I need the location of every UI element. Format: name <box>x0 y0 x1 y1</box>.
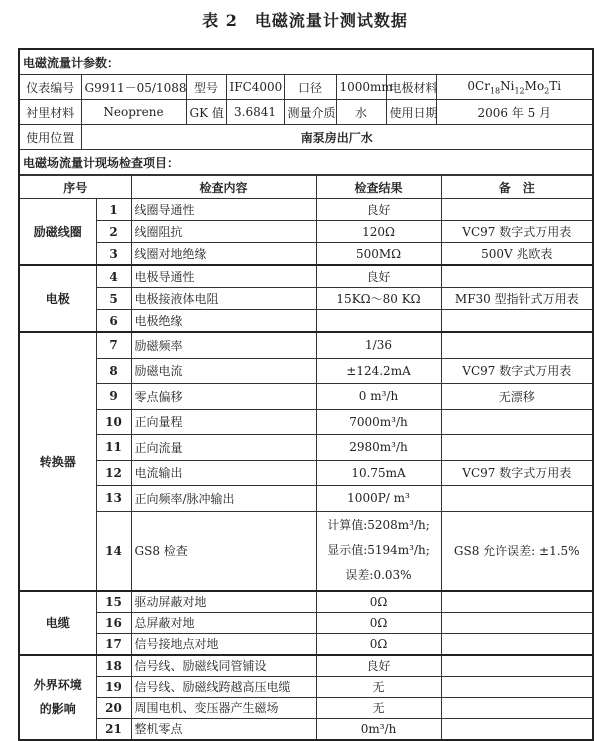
inspection-note: 无漂移 <box>441 384 593 410</box>
result-line: 计算值:5208m³/h; <box>327 518 430 532</box>
inspection-note <box>441 718 593 740</box>
table-row <box>19 199 593 221</box>
table-row <box>19 265 593 288</box>
column-header: 序号 <box>19 176 131 199</box>
inspection-result: ±124.2mA <box>316 358 441 384</box>
parameters-table <box>18 48 594 175</box>
inspection-note: VC97 数字式万用表 <box>441 460 593 486</box>
row-number: 17 <box>96 633 131 655</box>
row-number: 2 <box>96 221 131 243</box>
column-header: 检查内容 <box>131 176 316 199</box>
row-number: 13 <box>96 486 131 512</box>
table-row <box>19 591 593 613</box>
group-label-line: 的影响 <box>39 702 76 716</box>
row-number: 9 <box>96 384 131 410</box>
inspection-note <box>441 409 593 435</box>
electrode-material: $0Cr_{18}Ni_{12}Mo_2Ti$ <box>436 75 593 100</box>
inspection-item: 信号线、励磁线跨越高压电缆 <box>131 676 316 697</box>
inspection-result: 0Ω <box>316 633 441 655</box>
inspection-result <box>316 310 441 333</box>
inspection-item: 线圈阻抗 <box>131 221 316 243</box>
result-line: 显示值:5194m³/h; <box>327 543 430 557</box>
lining-label: 衬里材料 <box>19 100 81 125</box>
inspection-note <box>441 655 593 677</box>
inspection-note <box>441 486 593 512</box>
inspection-item: 正向流量 <box>131 435 316 461</box>
table-row <box>19 384 593 410</box>
medium: 水 <box>336 100 386 125</box>
inspection-note <box>441 612 593 633</box>
row-number: 4 <box>96 265 131 288</box>
row-number: 19 <box>96 676 131 697</box>
lining: Neoprene <box>81 100 186 125</box>
row-number: 3 <box>96 243 131 266</box>
group-label: 转换器 <box>19 332 96 591</box>
inspection-note <box>441 310 593 333</box>
inspection-result: 无 <box>316 676 441 697</box>
medium-label: 测量介质 <box>284 100 336 125</box>
row-number: 21 <box>96 718 131 740</box>
inspection-result: 良好 <box>316 199 441 221</box>
table-row <box>19 243 593 266</box>
table-row <box>19 676 593 697</box>
row-number: 12 <box>96 460 131 486</box>
model: IFC4000 <box>226 75 284 100</box>
inspection-note <box>441 332 593 358</box>
inspection-item: 电极导通性 <box>131 265 316 288</box>
inspection-result: 15KΩ～80 KΩ <box>316 288 441 310</box>
inspection-item: 信号接地点对地 <box>131 633 316 655</box>
location: 南泵房出厂水 <box>81 125 593 150</box>
table-row <box>19 358 593 384</box>
inspection-result: 无 <box>316 697 441 718</box>
inspection-result: 1000P/ m³ <box>316 486 441 512</box>
inspection-note <box>441 697 593 718</box>
inspection-item: 零点偏移 <box>131 384 316 410</box>
date: 2006 年 5 月 <box>436 100 593 125</box>
inspection-result: 0 m³/h <box>316 384 441 410</box>
group-label: 励磁线圈 <box>19 199 96 266</box>
params-section-label: 电磁流量计参数： <box>19 49 593 75</box>
group-label: 电极 <box>19 265 96 332</box>
inspection-item: 驱动屏蔽对地 <box>131 591 316 613</box>
inspection-section-label: 电磁场流量计现场检查项目： <box>19 150 593 175</box>
table-row <box>19 633 593 655</box>
diameter-label: 口径 <box>284 75 336 100</box>
inspection-item: 周围电机、变压器产生磁场 <box>131 697 316 718</box>
inspection-note <box>441 676 593 697</box>
row-number: 18 <box>96 655 131 677</box>
table-row <box>19 612 593 633</box>
table-row <box>19 655 593 677</box>
inspection-result: 良好 <box>316 655 441 677</box>
inspection-result: 0m³/h <box>316 718 441 740</box>
inspection-item: 励磁频率 <box>131 332 316 358</box>
row-number: 5 <box>96 288 131 310</box>
inspection-note: VC97 数字式万用表 <box>441 358 593 384</box>
table-row <box>19 332 593 358</box>
inspection-item: 正向频率/脉冲输出 <box>131 486 316 512</box>
gk-value: 3.6841 <box>226 100 284 125</box>
inspection-item: 正向量程 <box>131 409 316 435</box>
date-label: 使用日期 <box>386 100 436 125</box>
table-title: 表 2 电磁流量计测试数据 <box>202 11 408 30</box>
inspection-result: 1/36 <box>316 332 441 358</box>
inspection-result: 0Ω <box>316 591 441 613</box>
result-line: 误差:0.03% <box>345 568 412 582</box>
table-row <box>19 310 593 333</box>
header-row <box>19 176 593 199</box>
inspection-item: 线圈导通性 <box>131 199 316 221</box>
inspection-item: 总屏蔽对地 <box>131 612 316 633</box>
meter-no-label: 仪表编号 <box>19 75 81 100</box>
inspection-note: VC97 数字式万用表 <box>441 221 593 243</box>
row-number: 8 <box>96 358 131 384</box>
gk-label: GK 值 <box>186 100 226 125</box>
group-label <box>19 655 96 740</box>
row-number: 6 <box>96 310 131 333</box>
group-label-line: 外界环境 <box>33 678 82 692</box>
column-header: 检查结果 <box>316 176 441 199</box>
table-row <box>19 288 593 310</box>
inspection-note <box>441 591 593 613</box>
row-number: 11 <box>96 435 131 461</box>
location-label: 使用位置 <box>19 125 81 150</box>
inspection-table <box>18 175 594 741</box>
table-row <box>19 511 593 591</box>
inspection-note: 500V 兆欧表 <box>441 243 593 266</box>
inspection-item: 信号线、励磁线同管铺设 <box>131 655 316 677</box>
inspection-note <box>441 633 593 655</box>
table-row <box>19 221 593 243</box>
diameter: 1000mm <box>336 75 386 100</box>
inspection-note <box>441 265 593 288</box>
inspection-item: 励磁电流 <box>131 358 316 384</box>
row-number: 20 <box>96 697 131 718</box>
inspection-result: 7000m³/h <box>316 409 441 435</box>
inspection-item: GS8 检查 <box>131 511 316 591</box>
inspection-result: 2980m³/h <box>316 435 441 461</box>
inspection-note <box>441 199 593 221</box>
column-header: 备 注 <box>441 176 593 199</box>
meter-no: G9911－05/1088 <box>81 75 186 100</box>
row-number: 10 <box>96 409 131 435</box>
inspection-item: 电极接液体电阻 <box>131 288 316 310</box>
row-number: 7 <box>96 332 131 358</box>
table-row <box>19 435 593 461</box>
inspection-item: 整机零点 <box>131 718 316 740</box>
group-label: 电缆 <box>19 591 96 655</box>
inspection-result: 500MΩ <box>316 243 441 266</box>
table-row <box>19 697 593 718</box>
inspection-item: 线圈对地绝缘 <box>131 243 316 266</box>
row-number: 14 <box>96 511 131 591</box>
table-row <box>19 409 593 435</box>
inspection-item: 电极绝缘 <box>131 310 316 333</box>
row-number: 15 <box>96 591 131 613</box>
electrode-label: 电极材料 <box>386 75 436 100</box>
table-row <box>19 718 593 740</box>
table-row <box>19 486 593 512</box>
inspection-note <box>441 435 593 461</box>
row-number: 16 <box>96 612 131 633</box>
model-label: 型号 <box>186 75 226 100</box>
inspection-note: MF30 型指针式万用表 <box>441 288 593 310</box>
inspection-result: 0Ω <box>316 612 441 633</box>
table-row <box>19 460 593 486</box>
inspection-result <box>316 511 441 591</box>
row-number: 1 <box>96 199 131 221</box>
inspection-note: GS8 允许误差: ±1.5% <box>441 511 593 591</box>
inspection-result: 10.75mA <box>316 460 441 486</box>
inspection-item: 电流输出 <box>131 460 316 486</box>
inspection-result: 良好 <box>316 265 441 288</box>
inspection-result: 120Ω <box>316 221 441 243</box>
